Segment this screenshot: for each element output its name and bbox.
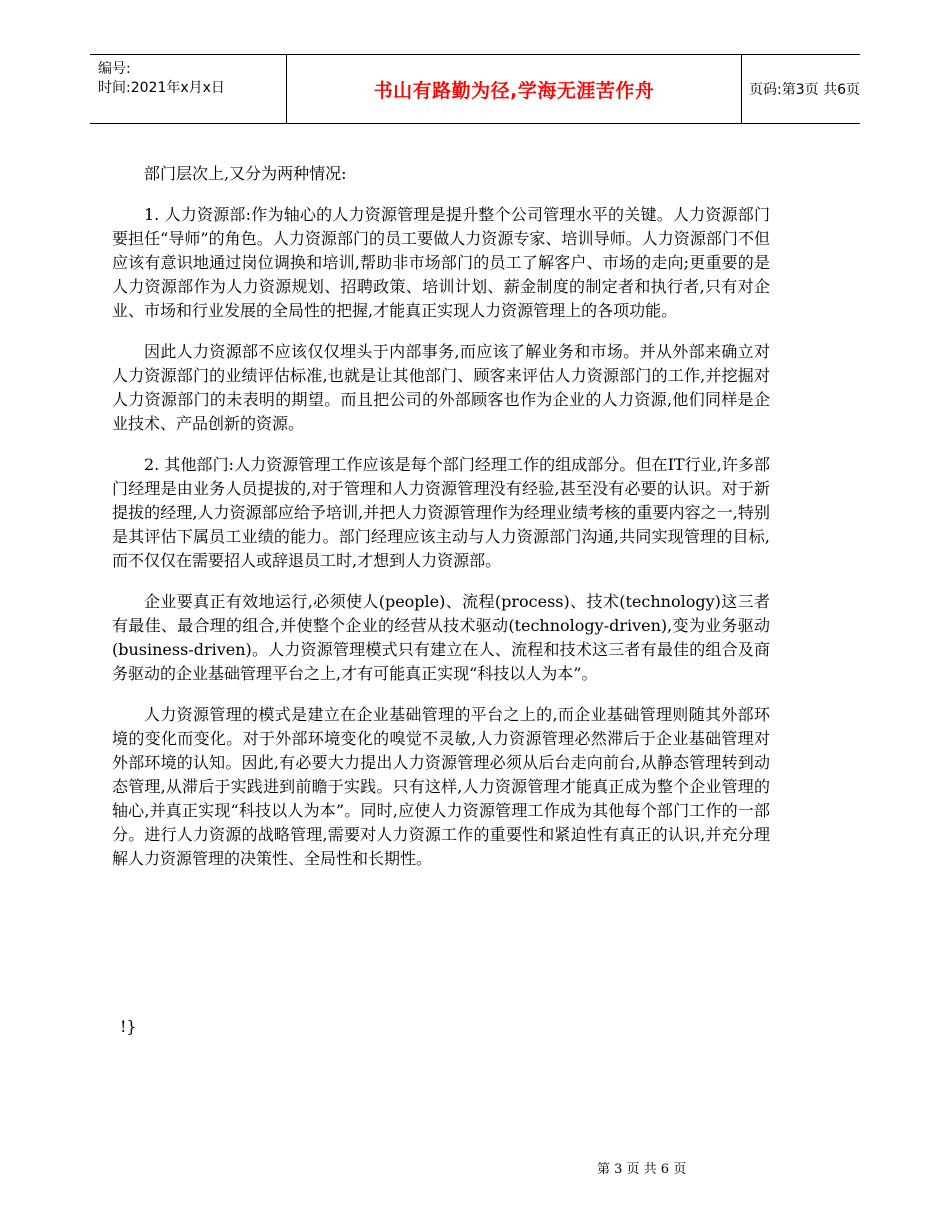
document-body xyxy=(112,162,770,888)
paragraph: 企业要真正有效地运行,必须使人(people)、流程(process)、技术(technology)这三者有最佳、最合理的组合,并使整个企业的经营从技术驱动(technology-driven),变为业务驱动(business-driven)。人力资源管理模式只有建立在人、流程和技术这三者有最佳的组合及商务驱动的企业基础管理平台之上,才有可能真正实现“科技以人为本”。 xyxy=(112,592,770,683)
paragraph: 2. 其他部门:人力资源管理工作应该是每个部门经理工作的组成部分。但在IT行业,许多部门经理是由业务人员提拔的,对于管理和人力资源管理没有经验,甚至没有必要的认识。对于新提拔的经理,人力资源部应给予培训,并把人力资源管理作为经理业绩考核的重要内容之一,特别是其评估下属员工业绩的能力。部门经理应该主动与人力资源部门沟通,共同实现管理的目标,而不仅仅在需要招人或辞退员工时,才想到人力资源部。 xyxy=(112,455,770,570)
paragraph: 因此人力资源部不应该仅仅埋头于内部事务,而应该了解业务和市场。并从外部来确立对人力资源部门的业绩评估标准,也就是让其他部门、顾客来评估人力资源部门的工作,并挖掘对人力资源部门的未表明的期望。而且把公司的外部顾客也作为企业的人力资源,他们同样是企业技术、产品创新的资源。 xyxy=(112,342,770,433)
paragraph: 人力资源管理的模式是建立在企业基础管理的平台之上的,而企业基础管理则随其外部环境的变化而变化。对于外部环境变化的嗅觉不灵敏,人力资源管理必然滞后于企业基础管理对外部环境的认知。因此,有必要大力提出人力资源管理必须从后台走向前台,从静态管理转到动态管理,从滞后于实践进到前瞻于实践。只有这样,人力资源管理才能真正成为整个企业管理的轴心,并真正实现“科技以人为本”。同时,应使人力资源管理工作成为其他每个部门工作的一部分。进行人力资源的战略管理,需要对人力资源工作的重要性和紧迫性有真正的认识,并充分理解人力资源管理的决策性、全局性和长期性。 xyxy=(112,705,770,868)
paragraph: 1. 人力资源部:作为轴心的人力资源管理是提升整个公司管理水平的关键。人力资源部门要担任“导师”的角色。人力资源部门的员工要做人力资源专家、培训导师。人力资源部门不但应该有意识地通过岗位调换和培训,帮助非市场部门的员工了解客户、市场的走向;更重要的是人力资源部作为人力资源规划、招聘政策、培训计划、薪金制度的制定者和执行者,只有对企业、市场和行业发展的全局性的把握,才能真正实现人力资源管理上的各项功能。 xyxy=(112,205,770,320)
paragraph: 部门层次上,又分为两种情况: xyxy=(144,164,347,183)
page-header xyxy=(90,54,860,124)
trailing-text: !} xyxy=(120,1017,137,1036)
document-time-label: 时间:2021年x月x日 xyxy=(98,80,225,96)
header-page-info: 页码:第3页 共6页 xyxy=(749,82,860,98)
page-footer: 第 3 页 共 6 页 xyxy=(597,1162,687,1177)
header-motto-cell xyxy=(286,55,742,123)
header-meta xyxy=(90,55,286,123)
header-page-cell xyxy=(741,55,860,123)
document-number-label: 编号: xyxy=(98,61,131,77)
header-motto: 书山有路勤为径,学海无涯苦作舟 xyxy=(373,79,655,102)
